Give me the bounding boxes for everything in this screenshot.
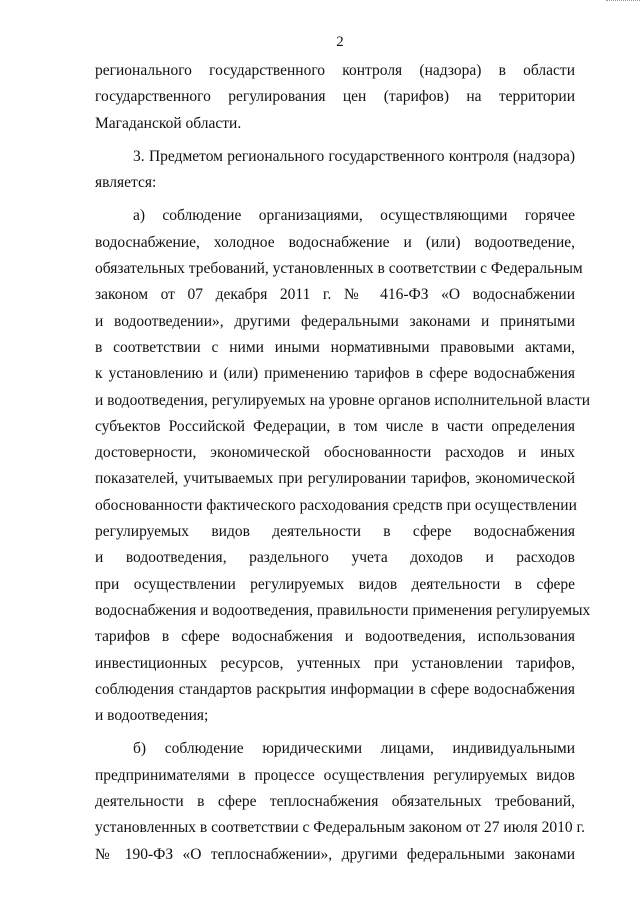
paragraph-line: обязательных требований, установленных в соответствии с Федеральным	[95, 260, 583, 278]
paragraph-line: в соответствии с ними иными нормативными правовыми актами,	[95, 338, 575, 356]
paragraph-line: Магаданской области.	[95, 114, 242, 132]
paragraph-line: № 190-ФЗ «О теплоснабжении», другими федеральными законами	[95, 845, 575, 863]
paragraph-line: достоверности, экономической обоснованности расходов и иных	[95, 444, 575, 462]
paragraph-line: и водоотведения;	[95, 707, 209, 725]
paragraph-line: а) соблюдение организациями, осуществляющими горячее	[133, 207, 575, 225]
page-number: 2	[336, 34, 344, 50]
paragraph-line: инвестиционных ресурсов, учтенных при установлении тарифов,	[95, 654, 575, 672]
paragraph-line: водоснабжения и водоотведения, правильности применения регулируемых	[95, 601, 591, 619]
paragraph-line: при осуществлении регулируемых видов деятельности в сфере	[95, 575, 575, 593]
paragraph-line: регулируемых видов деятельности в сфере водоснабжения	[95, 523, 575, 541]
paragraph-line: и водоотведения, раздельного учета доходов и расходов	[95, 549, 575, 567]
paragraph-line: предпринимателями в процессе осуществления регулируемых видов	[95, 766, 575, 784]
paragraph-line: показателей, учитываемых при регулировании тарифов, экономической	[95, 470, 575, 488]
paragraph-line: регионального государственного контроля (надзора) в области	[95, 62, 575, 79]
paragraph-line: государственного регулирования цен (тарифов) на территории	[95, 88, 575, 106]
paragraph-line: водоснабжение, холодное водоснабжение и (или) водоотведение,	[95, 233, 575, 251]
paragraph-line: тарифов в сфере водоснабжения и водоотведения, использования	[95, 628, 575, 646]
paragraph-line: к установлению и (или) применению тарифов в сфере водоснабжения	[95, 365, 575, 383]
scan-corner-mark	[606, 0, 640, 4]
paragraph-line: и водоотведения, регулируемых на уровне органов исполнительной власти	[95, 391, 591, 409]
paragraph-line: 3. Предметом регионального государственного контроля (надзора)	[133, 147, 575, 165]
paragraph-line: обоснованности фактического расходования средств при осуществлении	[95, 496, 577, 514]
paragraph-line: соблюдения стандартов раскрытия информации в сфере водоснабжения	[95, 680, 575, 698]
paragraph-line: законом от 07 декабря 2011 г. № 416-ФЗ «О водоснабжении	[95, 286, 575, 304]
paragraph-line: деятельности в сфере теплоснабжения обязательных требований,	[95, 793, 575, 811]
paragraph-line: является:	[95, 174, 157, 192]
paragraph-line: и водоотведении», другими федеральными законами и принятыми	[95, 312, 575, 330]
paragraph-line: субъектов Российской Федерации, в том числе в части определения	[95, 417, 575, 435]
document-body	[95, 58, 591, 868]
paragraph-line: б) соблюдение юридическими лицами, индивидуальными	[133, 740, 575, 758]
paragraph-line: установленных в соответствии с Федеральным законом от 27 июля 2010 г.	[95, 819, 586, 837]
